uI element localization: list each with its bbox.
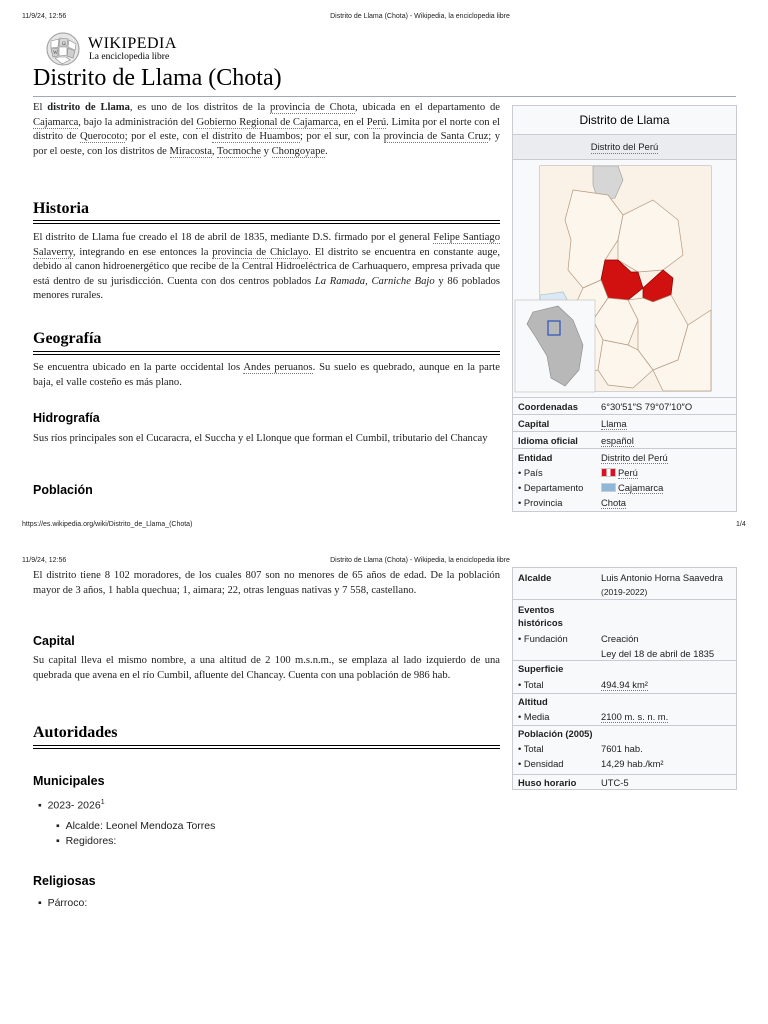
list-item: ▪ Alcalde: Leonel Mendoza Torres (56, 820, 216, 832)
infobox-subtitle[interactable]: Distrito del Perú (513, 134, 736, 160)
peru-flag-icon (601, 468, 616, 477)
infobox-title: Distrito de Llama (513, 106, 736, 134)
infobox-row-superficie: Superficie • Total 494.94 km² (513, 660, 736, 694)
link-andes-peruanos[interactable]: Andes peruanos (243, 362, 313, 373)
heading-autoridades: Autoridades (33, 724, 118, 741)
heading-historia: Historia (33, 200, 89, 217)
infobox-row-eventos: Eventos históricos • Fundación Creación Ley del 18 de abril de 1835 (513, 599, 736, 654)
infobox-row-idioma: Idioma oficial español (513, 431, 736, 448)
infobox-row-entidad: Entidad Distrito del Perú • País Perú • Departamento Cajamarca • Provincia Chota (513, 448, 736, 512)
capital-paragraph: Su capital lleva el mismo nombre, a una altitud de 2 100 m.s.n.m., se emplaza al lado izquierdo de una quebrada que avena en el río Cumbil, afluente del Chancay. Cuenta con una población de 986 hab. (33, 655, 500, 681)
link-salaverry[interactable]: Felipe Santiago Salaverry (33, 232, 501, 258)
print-page-number: 1/4 (736, 521, 746, 528)
infobox-row-altitud: Altitud • Media 2100 m. s. n. m. (513, 693, 736, 726)
infobox-row-coordenadas: Coordenadas 6°30′51″S 79°07′10″O (513, 397, 736, 414)
print-footer-url: https://es.wikipedia.org/wiki/Distrito_de_Llama_(Chota) (22, 521, 193, 528)
page-title: Distrito de Llama (Chota) (33, 65, 282, 91)
link-provincia-chiclayo[interactable]: provincia de Chiclayo (212, 246, 309, 258)
link-provincia-santa-cruz[interactable]: provincia de Santa Cruz (383, 131, 489, 143)
heading-hidrografia: Hidrografía (33, 411, 100, 425)
print-timestamp: 11/9/24, 12:56 (22, 13, 67, 20)
infobox-row-huso: Huso horario UTC-5 (513, 774, 736, 791)
infobox-row-alcalde: Alcalde Luis Antonio Horna Saavedra (2019-2022) (518, 572, 723, 597)
svg-text:Ω: Ω (62, 42, 66, 47)
poblacion-paragraph: El distrito tiene 8 102 moradores, de los cuales 807 son no menores de 65 años de edad. De la población mayor de 3 años, 1 habla quechua; 1, aimara; 22, otras lenguas nativas y 7 558, castellano. (33, 570, 500, 596)
print-document-title: Distrito de Llama (Chota) - Wikipedia, la enciclopedia libre (330, 13, 510, 20)
article-subject: distrito de Llama (47, 102, 130, 113)
print-document-title: Distrito de Llama (Chota) - Wikipedia, la enciclopedia libre (330, 557, 510, 564)
infobox-row-poblacion: Población (2005) • Total 7601 hab. • Densidad 14,29 hab./km² (513, 725, 736, 775)
peru-flag-link[interactable]: Perú (601, 467, 638, 478)
list-item: ▪ Regidores: (56, 835, 117, 847)
svg-text:W: W (53, 51, 58, 56)
geografia-paragraph: Se encuentra ubicado en la parte occidental los Andes peruanos. Su suelo es quebrado, aunque en la parte baja, el valle costeño es más plano. (33, 362, 501, 388)
reference-link[interactable]: 1 (100, 799, 105, 806)
list-item: ▪ 2023- 2026$^1$ (38, 799, 105, 812)
link-peru[interactable]: Perú (366, 116, 387, 128)
list-item: ▪ Párroco: (38, 897, 88, 909)
wikipedia-wordmark[interactable]: WIKIPEDIA (88, 35, 177, 52)
link-provincia-chota[interactable]: provincia de Chota (270, 102, 355, 113)
link-gobierno-regional[interactable]: Gobierno Regional de Cajamarca (196, 116, 339, 128)
infobox-row-capital: Capital Llama (513, 414, 736, 431)
heading-municipales: Municipales (33, 774, 105, 788)
heading-religiosas: Religiosas (33, 874, 96, 888)
hidrografia-paragraph: Sus ríos principales son el Cucaracra, el Succha y el Llonque que forman el Cumbil, tributario del Chancay (33, 433, 488, 444)
wikipedia-globe-icon[interactable] (45, 31, 81, 67)
heading-poblacion: Población (33, 483, 93, 497)
infobox-continued (512, 567, 737, 790)
link-miracosta[interactable]: Miracosta (169, 145, 212, 157)
link-distrito-huambos[interactable]: distrito de Huambos (212, 131, 300, 143)
intro-paragraph: El distrito de Llama, es uno de los distritos de la provincia de Chota, ubicada en el departamento de Cajamarca, bajo la administración del Gobierno Regional de Cajamarca, en el Perú. Limita por el norte con el distrito de Querocoto; por el este, con el distrito de Huambos; por el sur, con la provincia de Santa Cruz; y por el oeste, con los distritos de Miracosta, Tocmoche y Chongoyape. (33, 102, 500, 157)
location-map[interactable] (513, 159, 736, 398)
heading-rule (33, 351, 500, 355)
wikipedia-tagline: La enciclopedia libre (89, 52, 170, 62)
heading-rule (33, 745, 500, 749)
link-querocoto[interactable]: Querocoto (79, 131, 125, 143)
link-cajamarca[interactable]: Cajamarca (33, 116, 79, 128)
cajamarca-flag-icon (601, 483, 616, 492)
link-tocmoche[interactable]: Tocmoche (217, 145, 261, 157)
heading-capital: Capital (33, 634, 75, 648)
infobox (512, 105, 737, 512)
print-timestamp: 11/9/24, 12:56 (22, 557, 67, 564)
link-chongoyape[interactable]: Chongoyape (271, 145, 326, 157)
historia-paragraph: El distrito de Llama fue creado el 18 de abril de 1835, mediante D.S. firmado por el general Felipe Santiago Salaverry, integrando en ese entonces la provincia de Chiclayo. El distrito se encuentra en constante auge, debido al canon hidroenergético que recibe de la Central Hidroeléctrica de Carhuaquero, empresa privada que está dentro de su jurisdicción. Cuenta con dos centros poblados La Ramada, Carniche Bajo y 86 poblados menores rurales. (33, 232, 501, 302)
cajamarca-flag-link[interactable]: Cajamarca (601, 482, 663, 493)
heading-rule (33, 220, 500, 224)
title-rule (33, 96, 736, 97)
heading-geografia: Geografía (33, 330, 102, 347)
